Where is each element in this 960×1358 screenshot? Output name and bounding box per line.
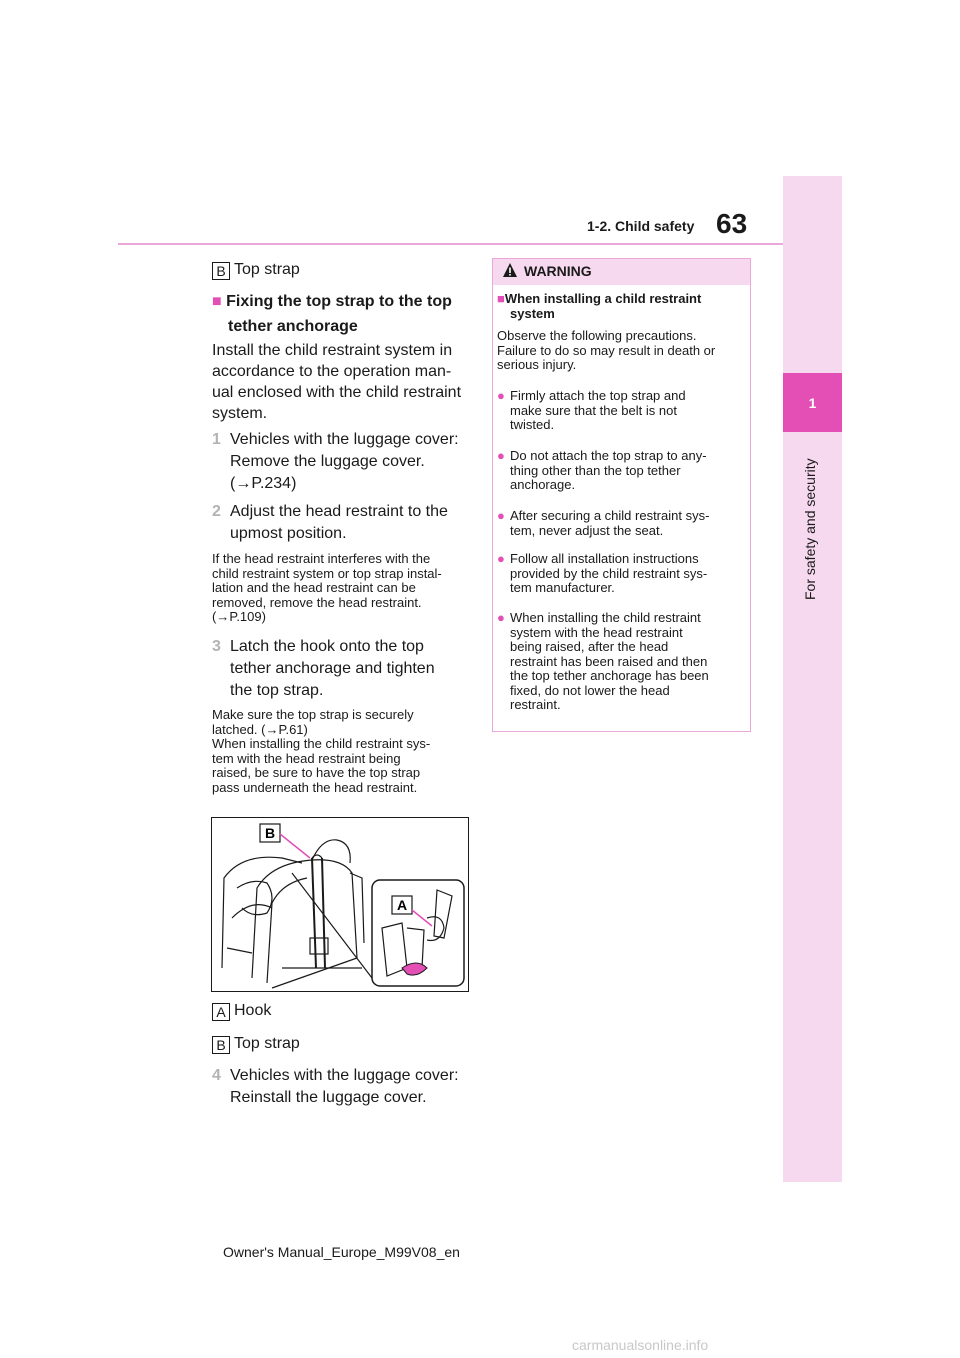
illustration-top-strap xyxy=(211,817,469,992)
bullet-icon: ● xyxy=(497,508,505,523)
warning-bullet-4: ● Follow all installation instructions provided by the child restraint sys- tem manufacturer. xyxy=(497,551,708,595)
bullet-icon: ● xyxy=(497,610,505,625)
page-number: 63 xyxy=(716,208,748,239)
step-2: 2 Adjust the head restraint to the upmost position. xyxy=(212,503,448,542)
chapter-label: For safety and security xyxy=(802,458,818,600)
square-bullet-icon: ■ xyxy=(497,291,505,306)
square-bullet-icon: ■ xyxy=(212,293,222,310)
label-top-strap-2: B Top strap xyxy=(212,1035,300,1054)
callout-b: B xyxy=(264,825,276,841)
callout-a: A xyxy=(396,897,408,913)
step-1: 1 Vehicles with the luggage cover: Remove the luggage cover. (→P.234) xyxy=(212,431,459,492)
warning-bullet-5: ● When installing the child restraint system with the head restraint being raised, after the head restraint has been raised and then the top tether anchorage has been fixed, do not lower the head restraint. xyxy=(497,610,709,712)
side-tab-strip xyxy=(783,176,842,1182)
warning-triangle-icon xyxy=(502,262,518,278)
warning-intro: Observe the following precautions. Failure to do so may result in death or serious injury. xyxy=(497,328,716,372)
watermark: carmanualsonline.info xyxy=(572,1337,709,1353)
label-top-strap: B Top strap xyxy=(212,261,300,280)
section-title: 1-2. Child safety xyxy=(587,218,695,234)
note-head-restraint: If the head restraint interferes with the child restraint system or top strap instal- lation and the head restraint can be removed, remove the head restraint. (→P.109) xyxy=(212,551,442,624)
warning-bullet-3: ● After securing a child restraint sys- tem, never adjust the seat. xyxy=(497,508,710,538)
callout-b-box: B xyxy=(212,262,230,280)
intro-paragraph: Install the child restraint system in accordance to the operation man- ual enclosed with the child restraint system. xyxy=(212,342,462,422)
warning-bullet-2: ● Do not attach the top strap to any- thing other than the top tether anchorage. xyxy=(497,448,707,492)
warning-subheading: ■When installing a child restraint system xyxy=(497,291,702,321)
chapter-tab[interactable]: 1 xyxy=(783,373,842,432)
heading-fixing-top-strap: ■ Fixing the top strap to the top tether anchorage xyxy=(212,293,452,335)
step-4: 4 Vehicles with the luggage cover: Reinstall the luggage cover. xyxy=(212,1067,459,1106)
warning-title: WARNING xyxy=(524,263,592,279)
step-3: 3 Latch the hook onto the top tether anchorage and tighten the top strap. xyxy=(212,638,435,699)
callout-a-box: A xyxy=(212,1003,230,1021)
bullet-icon: ● xyxy=(497,551,505,566)
header-rule xyxy=(118,243,783,245)
warning-bullet-1: ● Firmly attach the top strap and make sure that the belt is not twisted. xyxy=(497,388,686,432)
footer-manual-id: Owner's Manual_Europe_M99V08_en xyxy=(223,1244,460,1260)
label-hook: A Hook xyxy=(212,1002,271,1021)
callout-b-box-2: B xyxy=(212,1036,230,1054)
seat-illustration xyxy=(212,818,468,991)
bullet-icon: ● xyxy=(497,448,505,463)
bullet-icon: ● xyxy=(497,388,505,403)
note-top-strap: Make sure the top strap is securely latched. (→P.61) When installing the child restraint sys- tem with the head restraint being raised, be sure to have the top strap pass underneath the head restraint. xyxy=(212,707,431,795)
